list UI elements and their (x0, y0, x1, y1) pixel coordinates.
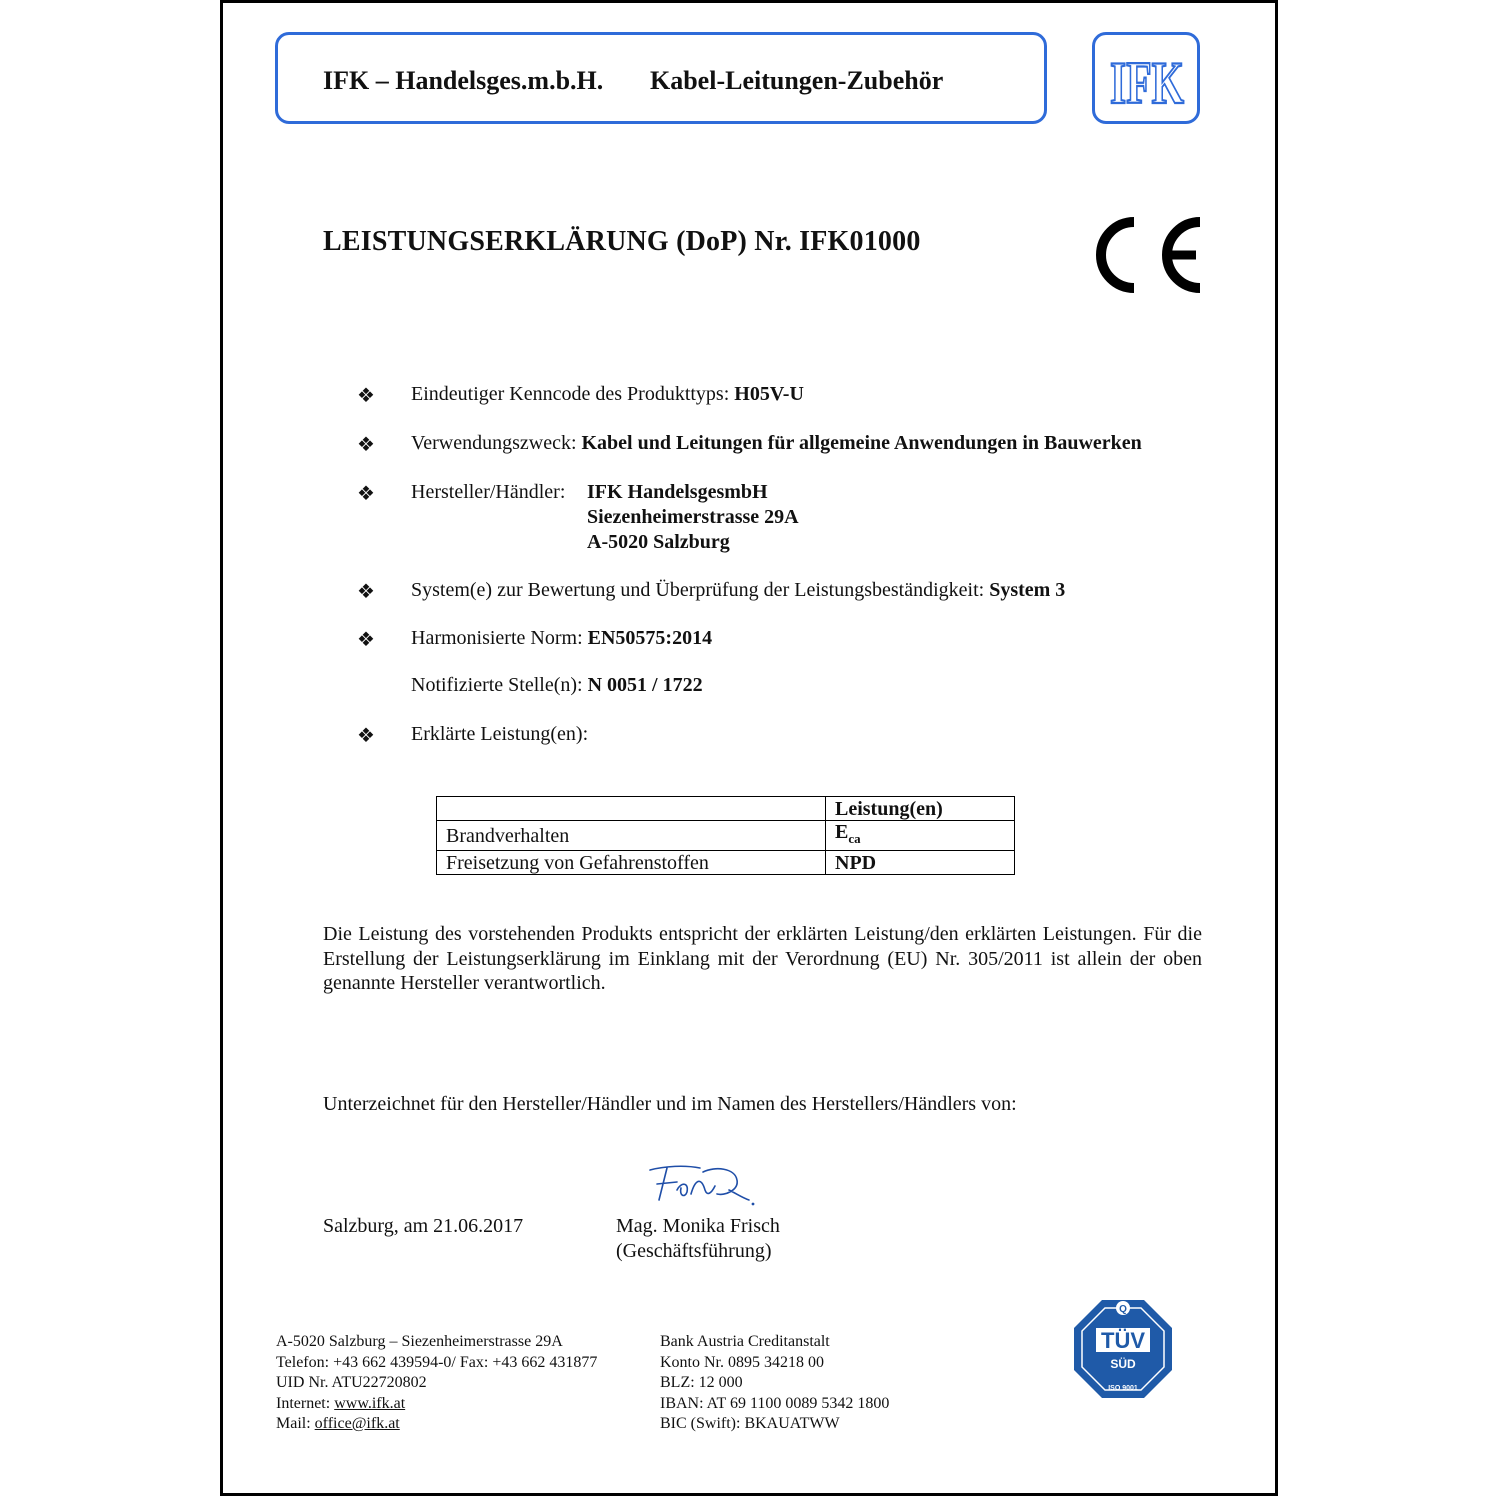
tuv-sud-badge-icon (1072, 1298, 1174, 1405)
notified-value: N 0051 / 1722 (587, 674, 703, 696)
table-header-row (437, 797, 1015, 821)
product-code-value: H05V-U (734, 383, 804, 405)
bullet-icon: ❖ (357, 383, 375, 407)
place-date: Salzburg, am 21.06.2017 (323, 1215, 524, 1237)
bullet-icon: ❖ (357, 579, 375, 603)
bank-account: Konto Nr. 0895 34218 00 (660, 1353, 824, 1371)
bullet-icon: ❖ (357, 723, 375, 747)
ce-mark-icon (1094, 214, 1204, 301)
svg-text:Q: Q (1119, 1304, 1127, 1315)
purpose-line (411, 432, 1142, 455)
signer-role: (Geschäftsführung) (616, 1240, 772, 1262)
product-code-label: Eindeutiger Kenncode des Produkttyps: (411, 383, 730, 405)
bullet-icon: ❖ (357, 481, 375, 505)
table-cell-value: NPD (826, 851, 1015, 875)
table-row (437, 851, 1015, 875)
product-code-line (411, 383, 804, 406)
table-cell-value (826, 821, 1015, 851)
footer-uid: UID Nr. ATU22720802 (276, 1374, 427, 1391)
header-company-name: IFK – Handelsges.m.b.H. (323, 66, 604, 95)
notified-line (411, 674, 703, 697)
value-main: E (835, 821, 849, 843)
bullet-icon: ❖ (357, 627, 375, 651)
ifk-logo-text: IFK (1110, 50, 1185, 116)
purpose-label: Verwendungszweck: (411, 432, 577, 454)
system-line (411, 579, 1065, 602)
system-label: System(e) zur Bewertung und Überprüfung der Leistungsbeständigkeit: (411, 579, 985, 601)
footer-address: A-5020 Salzburg – Siezenheimerstrasse 29A (276, 1333, 563, 1350)
norm-label: Harmonisierte Norm: (411, 627, 583, 649)
conformity-paragraph: Die Leistung des vorstehenden Produkts entspricht der erklärten Leistung/den erklärten Leistungen. Für die Erstellung der Leistungserklärung im Einklang mit der Verordnung (EU) Nr. 305/2011 ist allein der oben genannte Hersteller verantwortlich. (323, 923, 1202, 994)
table-row (437, 821, 1015, 851)
svg-text:ISO 9001: ISO 9001 (1108, 1385, 1138, 1392)
website-link[interactable]: www.ifk.at (334, 1394, 406, 1412)
bank-bic: BIC (Swift): BKAUATWW (660, 1415, 840, 1432)
internet-label: Internet: (276, 1394, 335, 1412)
norm-value: EN50575:2014 (587, 627, 713, 649)
footer-phone: Telefon: +43 662 439594-0/ Fax: +43 662 431877 (276, 1353, 598, 1371)
value-subscript: ca (848, 831, 861, 846)
table-cell-property: Brandverhalten (437, 821, 826, 851)
footer-bank (660, 1332, 889, 1435)
norm-line (411, 627, 712, 650)
system-value: System 3 (989, 579, 1066, 601)
signed-for-text: Unterzeichnet für den Hersteller/Händler und im Namen des Herstellers/Händlers von: (323, 1093, 1017, 1115)
bank-iban: IBAN: AT 69 1100 0089 5342 1800 (660, 1394, 890, 1412)
footer-mail (276, 1414, 597, 1435)
svg-text:TÜV: TÜV (1101, 1328, 1145, 1353)
table-cell-property: Freisetzung von Gefahrenstoffen (437, 851, 826, 875)
bullet-icon: ❖ (357, 432, 375, 456)
table-header-empty (437, 797, 826, 821)
document-title: LEISTUNGSERKLÄRUNG (DoP) Nr. IFK01000 (323, 226, 921, 257)
signer-name: Mag. Monika Frisch (616, 1215, 780, 1237)
bank-blz: BLZ: 12 000 (660, 1374, 743, 1391)
svg-text:SÜD: SÜD (1110, 1357, 1136, 1371)
signature-image (645, 1160, 760, 1215)
ifk-logo (1092, 32, 1200, 124)
manufacturer-street: Siezenheimerstrasse 29A (587, 506, 799, 528)
purpose-value: Kabel und Leitungen für allgemeine Anwendungen in Bauwerken (581, 432, 1142, 454)
declared-label: Erklärte Leistung(en): (411, 723, 589, 745)
footer-contact (276, 1332, 597, 1435)
notified-label: Notifizierte Stelle(n): (411, 674, 583, 696)
ifk-logo-icon (1109, 50, 1185, 116)
email-link[interactable]: office@ifk.at (314, 1415, 400, 1432)
footer-internet (276, 1394, 597, 1415)
manufacturer-label: Hersteller/Händler: (411, 481, 566, 503)
manufacturer-name: IFK HandelsgesmbH (587, 481, 768, 503)
header-tagline: Kabel-Leitungen-Zubehör (650, 66, 944, 95)
bank-name: Bank Austria Creditanstalt (660, 1333, 830, 1350)
table-header-cell: Leistung(en) (826, 797, 1015, 821)
mail-label: Mail: (276, 1415, 315, 1432)
manufacturer-city: A-5020 Salzburg (587, 531, 730, 553)
performance-table (436, 796, 1015, 875)
